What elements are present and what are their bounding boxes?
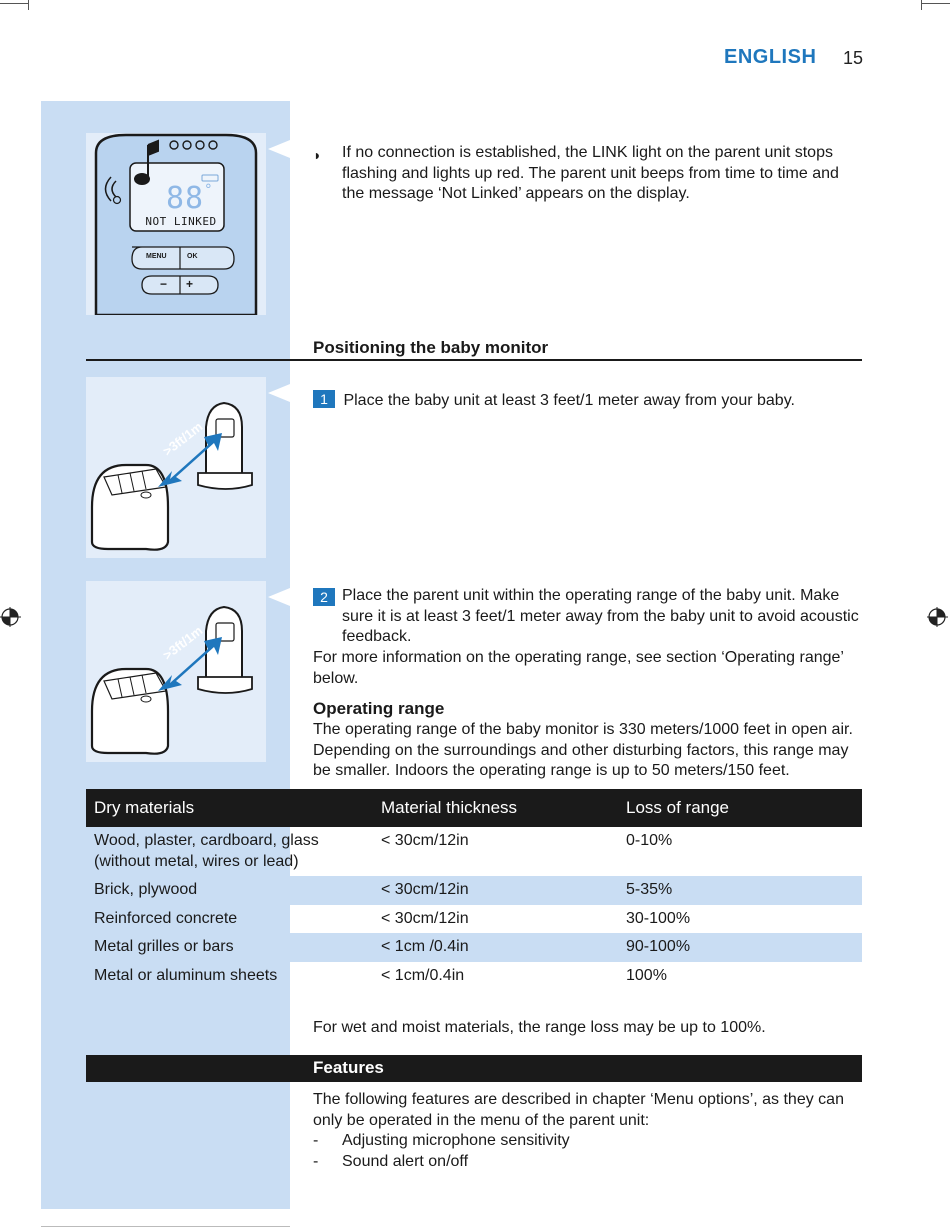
step-1-number: 1 xyxy=(313,390,335,408)
pointer-arrow-icon xyxy=(268,140,290,158)
operating-range-text: The operating range of the baby monitor is 330 meters/1000 feet in open air. Depending on the surroundings and other disturbing factors, this range may be smaller. Indoors the operating range is up to 50 meters/150 feet. xyxy=(313,721,853,780)
table-row xyxy=(86,905,862,934)
menu-button-label: MENU xyxy=(146,253,167,260)
step-1 xyxy=(313,390,862,412)
feature-dash: - xyxy=(313,1132,319,1149)
section-divider xyxy=(86,359,862,361)
range-loss-table xyxy=(86,789,862,990)
material-cell: Metal or aluminum sheets xyxy=(94,966,278,984)
footer-rule xyxy=(41,1226,290,1227)
positioning-heading: Positioning the baby monitor xyxy=(313,338,549,357)
header-material-thickness: Material thickness xyxy=(373,789,618,827)
parent-unit-distance-icon xyxy=(86,581,266,762)
step-2-number-wrap xyxy=(313,588,335,608)
registration-mark-icon xyxy=(926,606,948,628)
feature-item: Sound alert on/off xyxy=(342,1153,469,1170)
crop-mark xyxy=(921,0,922,10)
table-row xyxy=(86,933,862,962)
loss-cell: 90-100% xyxy=(618,933,862,962)
parent-unit-illustration xyxy=(86,133,266,315)
baby-unit-distance-icon xyxy=(86,377,266,558)
step-1-text: Place the baby unit at least 3 feet/1 meter away from your baby. xyxy=(343,392,795,409)
page-number: 15 xyxy=(843,48,864,68)
distance-label: >3ft/1m xyxy=(160,622,206,663)
language-label: ENGLISH xyxy=(724,46,817,68)
baby-unit-distance-illustration xyxy=(86,377,266,558)
pointer-arrow-icon xyxy=(268,384,290,402)
display-message: NOT LINKED xyxy=(145,215,217,228)
ok-button-label: OK xyxy=(187,253,198,260)
feature-dash: - xyxy=(313,1153,319,1170)
material-cell: Metal grilles or bars xyxy=(86,933,373,962)
table-header-row xyxy=(86,789,862,827)
loss-cell: 100% xyxy=(626,966,667,984)
features-text: The following features are described in chapter ‘Menu options’, as they can only be operated in the menu of the parent unit: xyxy=(313,1091,844,1129)
table-row xyxy=(86,827,862,876)
material-cell: Wood, plaster, cardboard, glass (without metal, wires or lead) xyxy=(94,832,319,870)
feature-item: Adjusting microphone sensitivity xyxy=(342,1132,570,1149)
loss-cell: 30-100% xyxy=(626,909,691,927)
loss-cell: 0-10% xyxy=(626,832,673,849)
wet-materials-note: For wet and moist materials, the range loss may be up to 100%. xyxy=(313,1019,766,1036)
crop-mark xyxy=(922,3,950,4)
loss-cell: 5-35% xyxy=(618,876,862,905)
header-dry-materials: Dry materials xyxy=(86,789,373,827)
link-info-text: If no connection is established, the LINK light on the parent unit stops flashing and lights up red. The parent unit beeps from time to time and the message ‘Not Linked’ appears on the display. xyxy=(342,144,839,203)
plus-button-label: + xyxy=(186,277,194,291)
step-2-number: 2 xyxy=(313,588,335,606)
thickness-cell: < 30cm/12in xyxy=(381,832,469,849)
minus-button-label: − xyxy=(160,277,168,291)
thickness-cell: < 1cm/0.4in xyxy=(381,966,465,984)
features-heading-bar xyxy=(86,1055,862,1082)
material-cell: Reinforced concrete xyxy=(94,909,238,927)
operating-range-heading: Operating range xyxy=(313,699,445,718)
parent-unit-distance-illustration xyxy=(86,581,266,762)
crop-mark xyxy=(28,0,29,10)
header-loss-of-range: Loss of range xyxy=(618,789,862,827)
bullet-marker: ◗ xyxy=(313,147,322,163)
thickness-cell: < 30cm/12in xyxy=(381,909,469,927)
registration-mark-icon xyxy=(0,606,22,628)
thickness-cell: < 30cm/12in xyxy=(373,876,618,905)
distance-label: >3ft/1m xyxy=(160,418,206,459)
table-row xyxy=(86,962,862,991)
table-row xyxy=(86,876,862,905)
material-cell: Brick, plywood xyxy=(86,876,373,905)
step-2-text: Place the parent unit within the operating range of the baby unit. Make sure it is at least 3 feet/1 meter away from the baby unit to avoid acoustic feedback. xyxy=(342,587,859,646)
more-info-text: For more information on the operating range, see section ‘Operating range’ below. xyxy=(313,649,844,687)
display-digits: 88° xyxy=(166,181,214,216)
thickness-cell: < 1cm /0.4in xyxy=(373,933,618,962)
crop-mark xyxy=(0,3,28,4)
features-heading: Features xyxy=(313,1058,384,1077)
pointer-arrow-icon xyxy=(268,588,290,606)
